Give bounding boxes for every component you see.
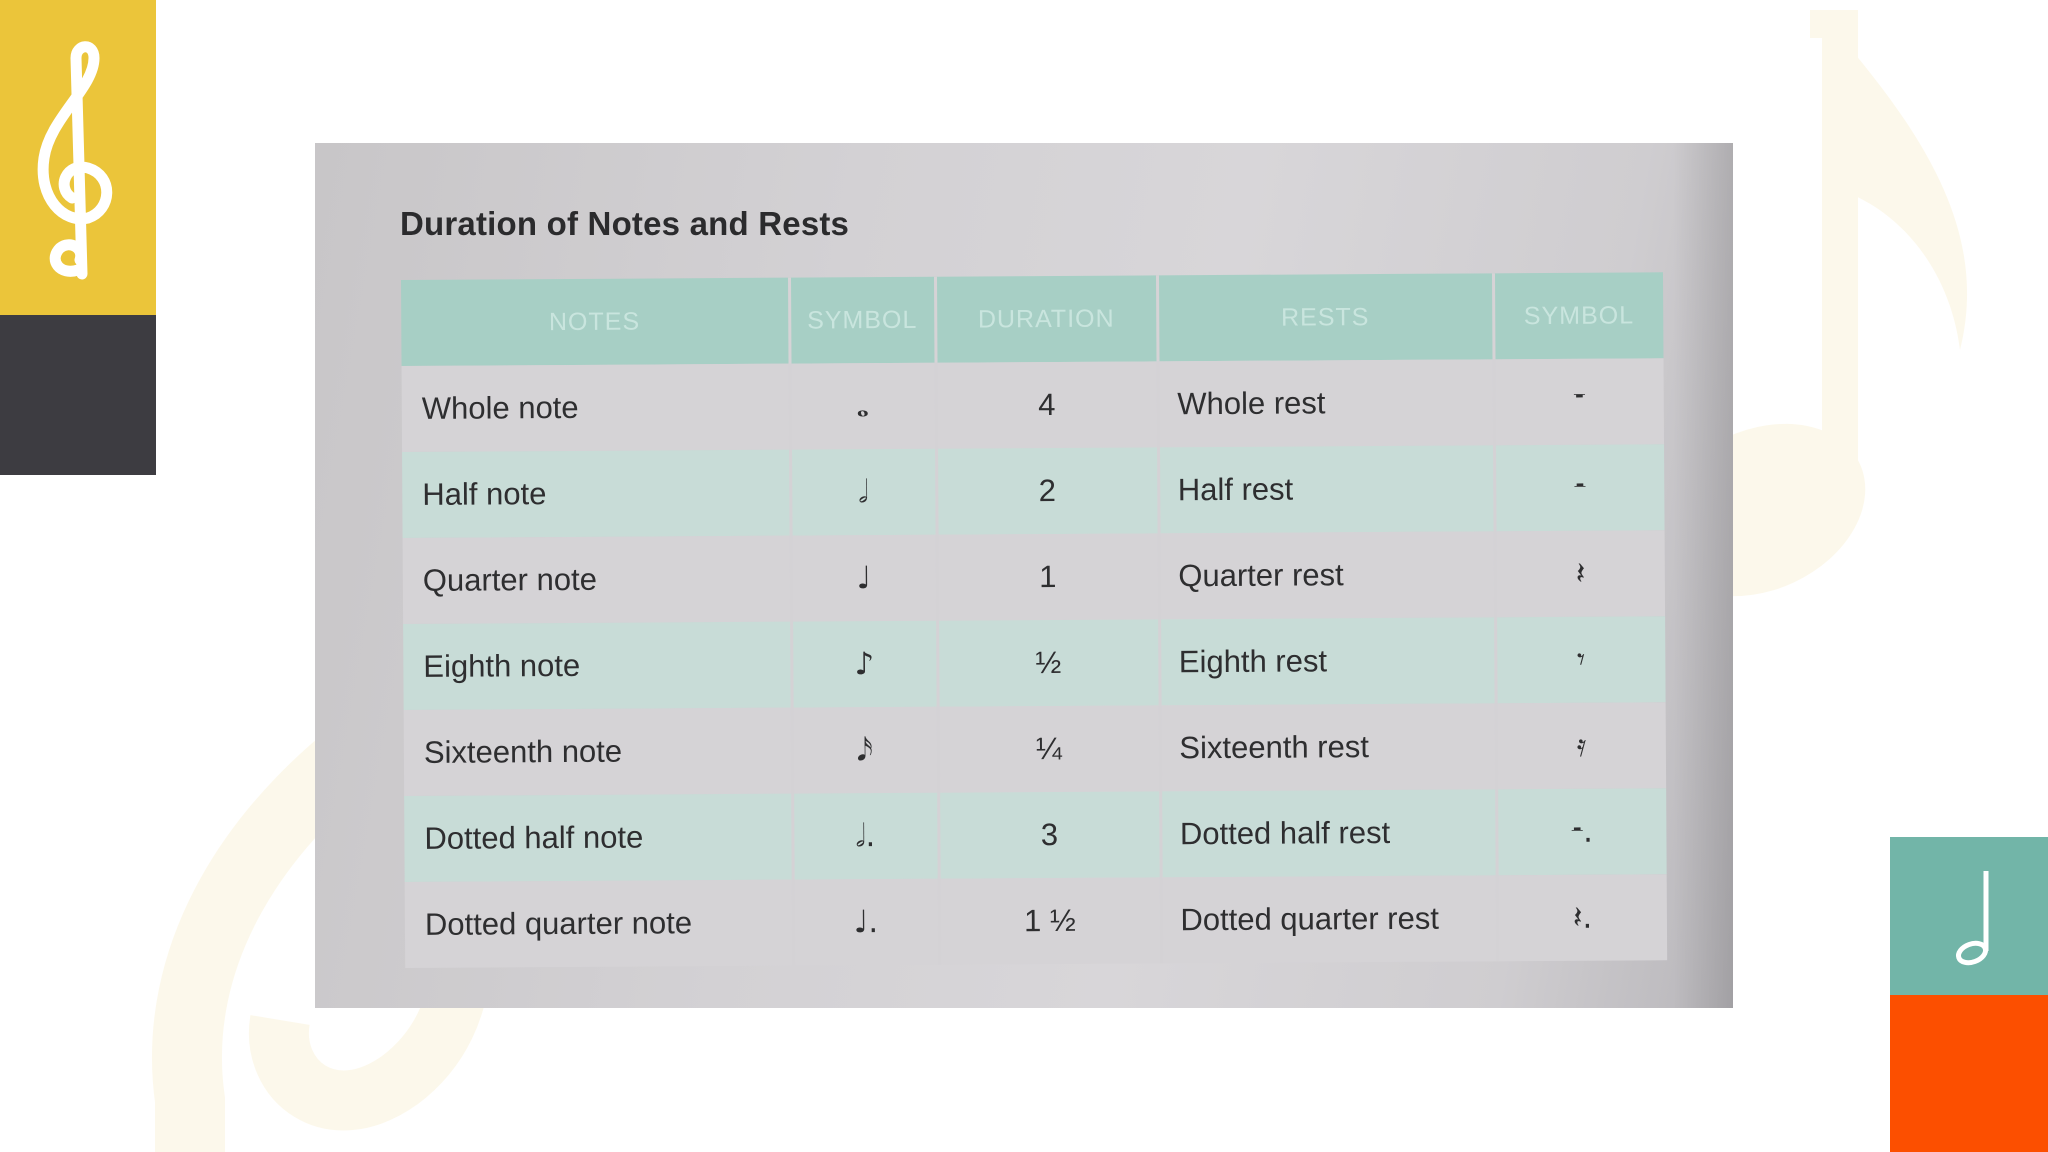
note-duration: 2 <box>936 447 1159 534</box>
book-photo <box>315 143 1733 1008</box>
dotted-quarter-note-icon: ♩. <box>793 879 940 966</box>
rest-name: Sixteenth rest <box>1160 703 1497 791</box>
table-row <box>402 444 1665 538</box>
header-rests: RESTS <box>1157 273 1494 361</box>
half-note-symbol-icon: 𝅗𝅥 <box>790 449 937 536</box>
quarter-rest-icon: 𝄽 <box>1495 530 1666 617</box>
note-name: Dotted quarter note <box>405 880 794 968</box>
header-rest-symbol: SYMBOL <box>1493 272 1664 359</box>
table-row <box>404 788 1667 882</box>
table-row <box>402 358 1665 452</box>
rest-name: Half rest <box>1158 445 1495 533</box>
header-symbol: SYMBOL <box>789 277 936 364</box>
half-note-icon <box>1950 867 2000 967</box>
left-accent-yellow <box>0 0 156 315</box>
note-name: Dotted half note <box>404 794 793 882</box>
rest-name: Whole rest <box>1158 359 1495 447</box>
note-duration: 1 ½ <box>939 877 1162 964</box>
whole-note-icon: 𝅝 <box>790 363 937 450</box>
notes-rests-table <box>401 272 1667 968</box>
table-row <box>403 616 1666 710</box>
note-name: Half note <box>402 450 791 538</box>
note-name: Eighth note <box>403 622 792 710</box>
table-row <box>403 530 1666 624</box>
note-duration: 3 <box>938 791 1161 878</box>
eighth-note-icon: ♪ <box>791 621 938 708</box>
sixteenth-rest-icon: 𝄿 <box>1496 702 1667 789</box>
note-duration: ½ <box>937 619 1160 706</box>
whole-rest-icon: 𝄻 <box>1494 358 1665 445</box>
header-notes: NOTES <box>401 278 790 366</box>
right-accent-orange <box>1890 995 2048 1152</box>
quarter-note-icon: ♩ <box>791 535 938 622</box>
note-name: Whole note <box>402 364 791 452</box>
rest-name: Dotted quarter rest <box>1161 875 1498 963</box>
rest-name: Eighth rest <box>1159 617 1496 705</box>
dotted-half-rest-icon: 𝄼. <box>1496 788 1667 875</box>
left-accent-dark <box>0 315 156 475</box>
note-duration: 4 <box>936 361 1159 448</box>
dotted-quarter-rest-icon: 𝄽. <box>1497 874 1668 961</box>
dotted-half-note-icon: 𝅗𝅥. <box>792 793 939 880</box>
rest-name: Dotted half rest <box>1160 789 1497 877</box>
eighth-rest-icon: 𝄾 <box>1495 616 1666 703</box>
half-rest-icon: 𝄼 <box>1494 444 1665 531</box>
sixteenth-note-icon: 𝅘𝅥𝅯 <box>792 707 939 794</box>
note-duration: 1 <box>937 533 1160 620</box>
header-duration: DURATION <box>935 275 1158 362</box>
table-row <box>404 702 1667 796</box>
rest-name: Quarter rest <box>1159 531 1496 619</box>
treble-clef-icon <box>30 38 120 284</box>
right-accent-teal <box>1890 837 2048 995</box>
table-header-row <box>401 272 1664 366</box>
note-name: Sixteenth note <box>404 708 793 796</box>
table-row <box>405 874 1668 968</box>
note-duration: ¼ <box>938 705 1161 792</box>
note-name: Quarter note <box>403 536 792 624</box>
table-title: Duration of Notes and Rests <box>400 205 850 242</box>
